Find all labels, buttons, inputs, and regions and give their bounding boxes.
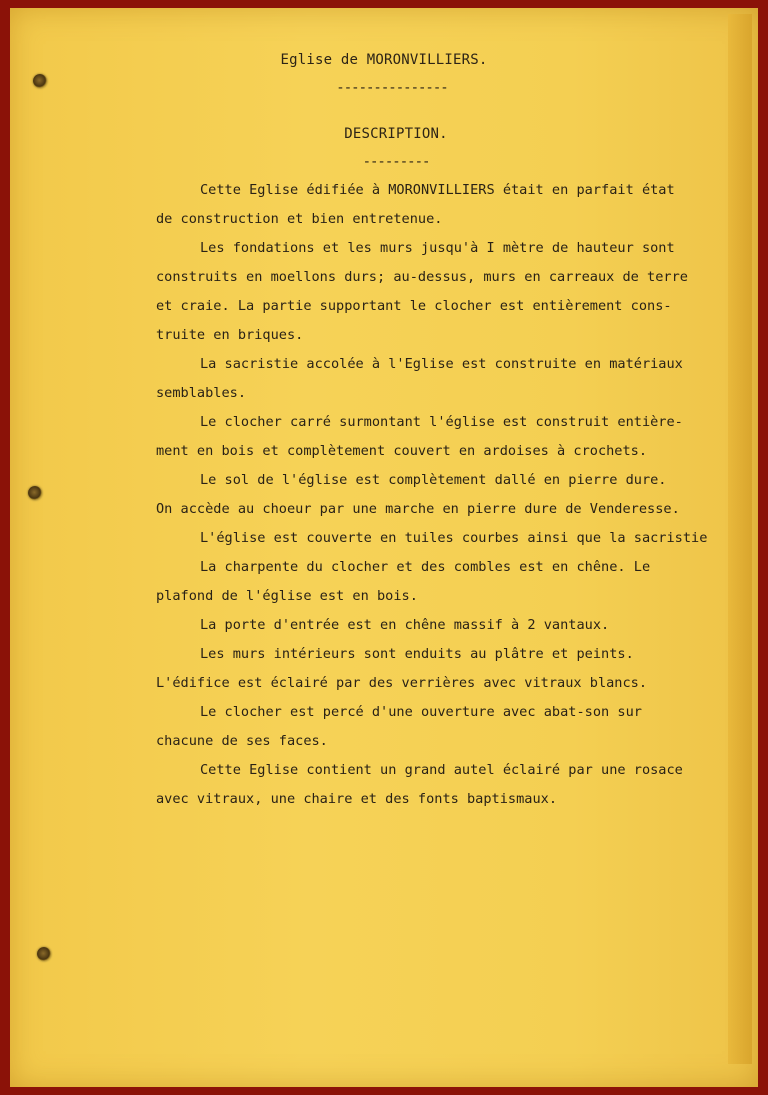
text-line: et craie. La partie supportant le clocher est entièrement cons-	[156, 298, 672, 314]
punch-hole-middle	[28, 486, 42, 500]
text-line: Le sol de l'église est complètement dallé en pierre dure.	[200, 472, 667, 488]
text-line: L'église est couverte en tuiles courbes ainsi que la sacristie	[200, 530, 708, 546]
section-heading: DESCRIPTION.	[344, 126, 448, 142]
text-line: avec vitraux, une chaire et des fonts baptismaux.	[156, 791, 558, 807]
text-line: chacune de ses faces.	[156, 733, 328, 749]
text-line: Le clocher carré surmontant l'église est construit entière-	[200, 414, 683, 430]
text-line: La porte d'entrée est en chêne massif à 2 vantaux.	[200, 617, 610, 633]
description-body	[156, 176, 756, 814]
text-line: semblables.	[156, 385, 247, 401]
title-underline: ---------------	[336, 80, 448, 96]
text-line: La sacristie accolée à l'Eglise est construite en matériaux	[200, 356, 683, 372]
text-line: Les fondations et les murs jusqu'à I mètre de hauteur sont	[200, 240, 675, 256]
text-line: L'édifice est éclairé par des verrières avec vitraux blancs.	[156, 675, 648, 691]
text-line: de construction et bien entretenue.	[156, 211, 443, 227]
text-line: La charpente du clocher et des combles est en chêne. Le	[200, 559, 651, 575]
section-underline: ---------	[362, 154, 430, 170]
text-line: Cette Eglise édifiée à MORONVILLIERS était en parfait état	[200, 182, 675, 198]
text-line: Le clocher est percé d'une ouverture avec abat-son sur	[200, 704, 642, 720]
text-line: ment en bois et complètement couvert en ardoises à crochets.	[156, 443, 648, 459]
document-title: Eglise de MORONVILLIERS.	[280, 52, 488, 68]
punch-hole-bottom	[37, 947, 51, 961]
text-line: construits en moellons durs; au-dessus, murs en carreaux de terre	[156, 269, 688, 285]
text-line: truite en briques.	[156, 327, 304, 343]
text-line: On accède au choeur par une marche en pierre dure de Venderesse.	[156, 501, 680, 517]
text-line: Cette Eglise contient un grand autel éclairé par une rosace	[200, 762, 683, 778]
text-line: plafond de l'église est en bois.	[156, 588, 418, 604]
text-line: Les murs intérieurs sont enduits au plâtre et peints.	[200, 646, 634, 662]
